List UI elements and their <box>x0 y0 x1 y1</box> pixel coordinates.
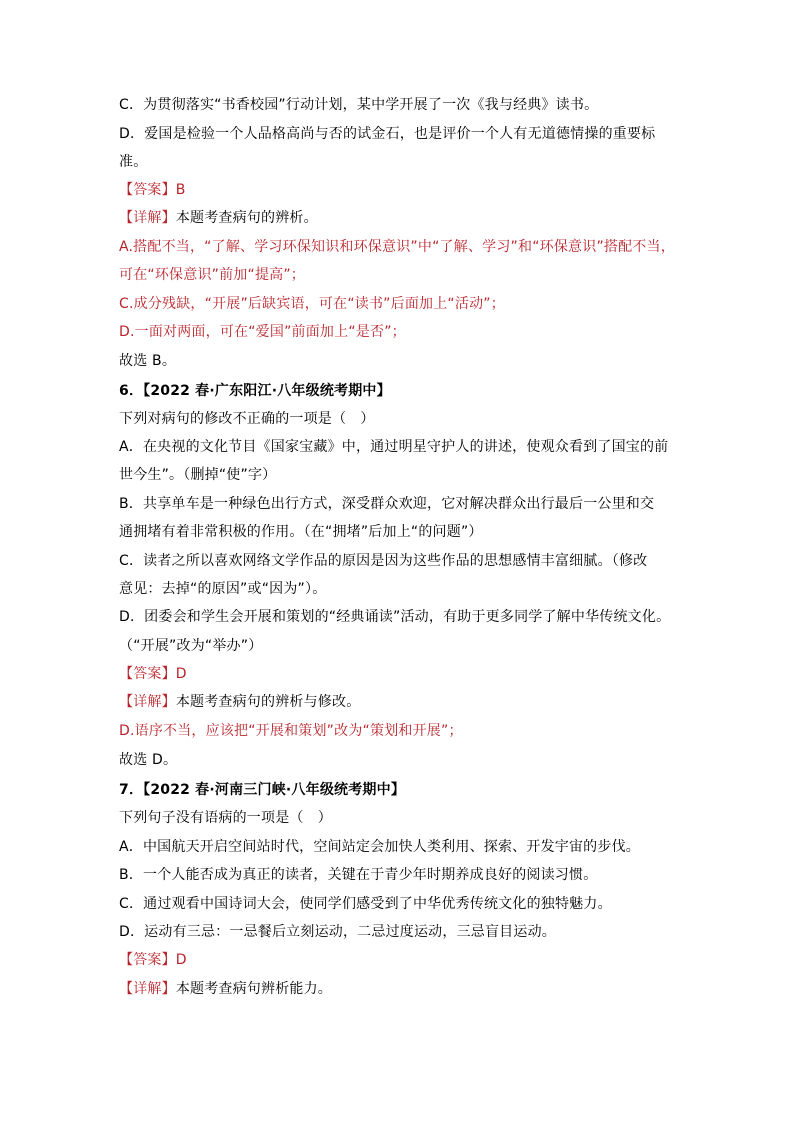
q7-detail <box>119 979 699 999</box>
q5-option-d-line2: 准。 <box>119 154 148 170</box>
q6-stem: 下列对病句的修改不正确的一项是（ ） <box>119 411 375 427</box>
q5-detail-label: 【详解】 <box>119 210 176 226</box>
q7-option-d: D．运动有三忌：一忌餐后立刻运动，二忌过度运动，三忌盲目运动。 <box>119 924 556 940</box>
q6-option-d-line2: （“开展”改为“举办”） <box>119 638 263 654</box>
q6-answer: 【答案】D <box>119 666 187 682</box>
q5-option-d-line1: D．爱国是检验一个人品格高尚与否的试金石，也是评价一个人有无道德情操的重要标 <box>119 126 656 142</box>
q6-option-c-line2: 意见：去掉“的原因”或“因为”）。 <box>119 581 327 597</box>
q7-detail-text: 本题考查病句辨析能力。 <box>175 981 333 997</box>
q7-option-b: B．一个人能否成为真正的读者，关键在于青少年时期养成良好的阅读习惯。 <box>119 867 598 883</box>
q6-explanation-d: D.语序不当，应该把“开展和策划”改为“策划和开展”； <box>119 723 463 739</box>
q6-option-b-line2: 通拥堵有着非常积极的作用。（在“拥堵”后加上“的问题”） <box>119 524 483 540</box>
q7-stem: 下列句子没有语病的一项是（ ） <box>119 810 332 826</box>
q5-explanation-a-line2: 可在“环保意识”前加“提高”； <box>119 267 306 283</box>
q6-detail <box>119 692 699 712</box>
q5-explanation-c: C.成分残缺，“开展”后缺宾语，可在“读书”后面加上“活动”； <box>119 296 505 312</box>
q7-option-a: A．中国航天开启空间站时代，空间站定会加快人类利用、探索、开发宇宙的步伐。 <box>119 839 640 855</box>
q6-detail-text: 本题考查病句的辨析与修改。 <box>175 694 361 710</box>
q6-option-a-line2: 世今生”。（删掉“使”字） <box>119 467 277 483</box>
q6-option-a-line1: A．在央视的文化节目《国家宝藏》中，通过明星守护人的讲述，使观众看到了国宝的前 <box>119 439 669 455</box>
q6-option-d-line1: D．团委会和学生会开展和策划的“经典诵读”活动，有助于更多同学了解中华传统文化。 <box>119 609 671 625</box>
q7-option-c: C．通过观看中国诗词大会，使同学们感受到了中华优秀传统文化的独特魅力。 <box>119 896 612 912</box>
q5-explanation-d: D.一面对两面，可在“爱国”前面加上“是否”； <box>119 324 406 340</box>
q5-explanation-a-line1: A.搭配不当，“了解、学习环保知识和环保意识”中“了解、学习”和“环保意识”搭配不当， <box>119 239 675 255</box>
q6-header: 6．【2022 春·广东阳江·八年级统考期中】 <box>119 383 391 399</box>
q7-detail-label: 【详解】 <box>119 981 176 997</box>
q7-header: 7．【2022 春·河南三门峡·八年级统考期中】 <box>119 782 406 798</box>
q7-answer: 【答案】D <box>119 952 187 968</box>
q5-detail-text: 本题考查病句的辨析。 <box>175 210 318 226</box>
q6-option-b-line1: B．共享单车是一种绿色出行方式，深受群众欢迎，它对解决群众出行最后一公里和交 <box>119 496 655 512</box>
q5-detail <box>119 208 699 228</box>
q5-conclusion: 故选 B。 <box>119 353 177 369</box>
q6-option-c-line1: C．读者之所以喜欢网络文学作品的原因是因为这些作品的思想感情丰富细腻。（修改 <box>119 553 648 569</box>
q6-conclusion: 故选 D。 <box>119 752 178 768</box>
q5-answer: 【答案】B <box>119 182 186 198</box>
q5-option-c: C．为贯彻落实“书香校园”行动计划，某中学开展了一次《我与经典》读书。 <box>119 97 599 113</box>
q6-detail-label: 【详解】 <box>119 694 176 710</box>
